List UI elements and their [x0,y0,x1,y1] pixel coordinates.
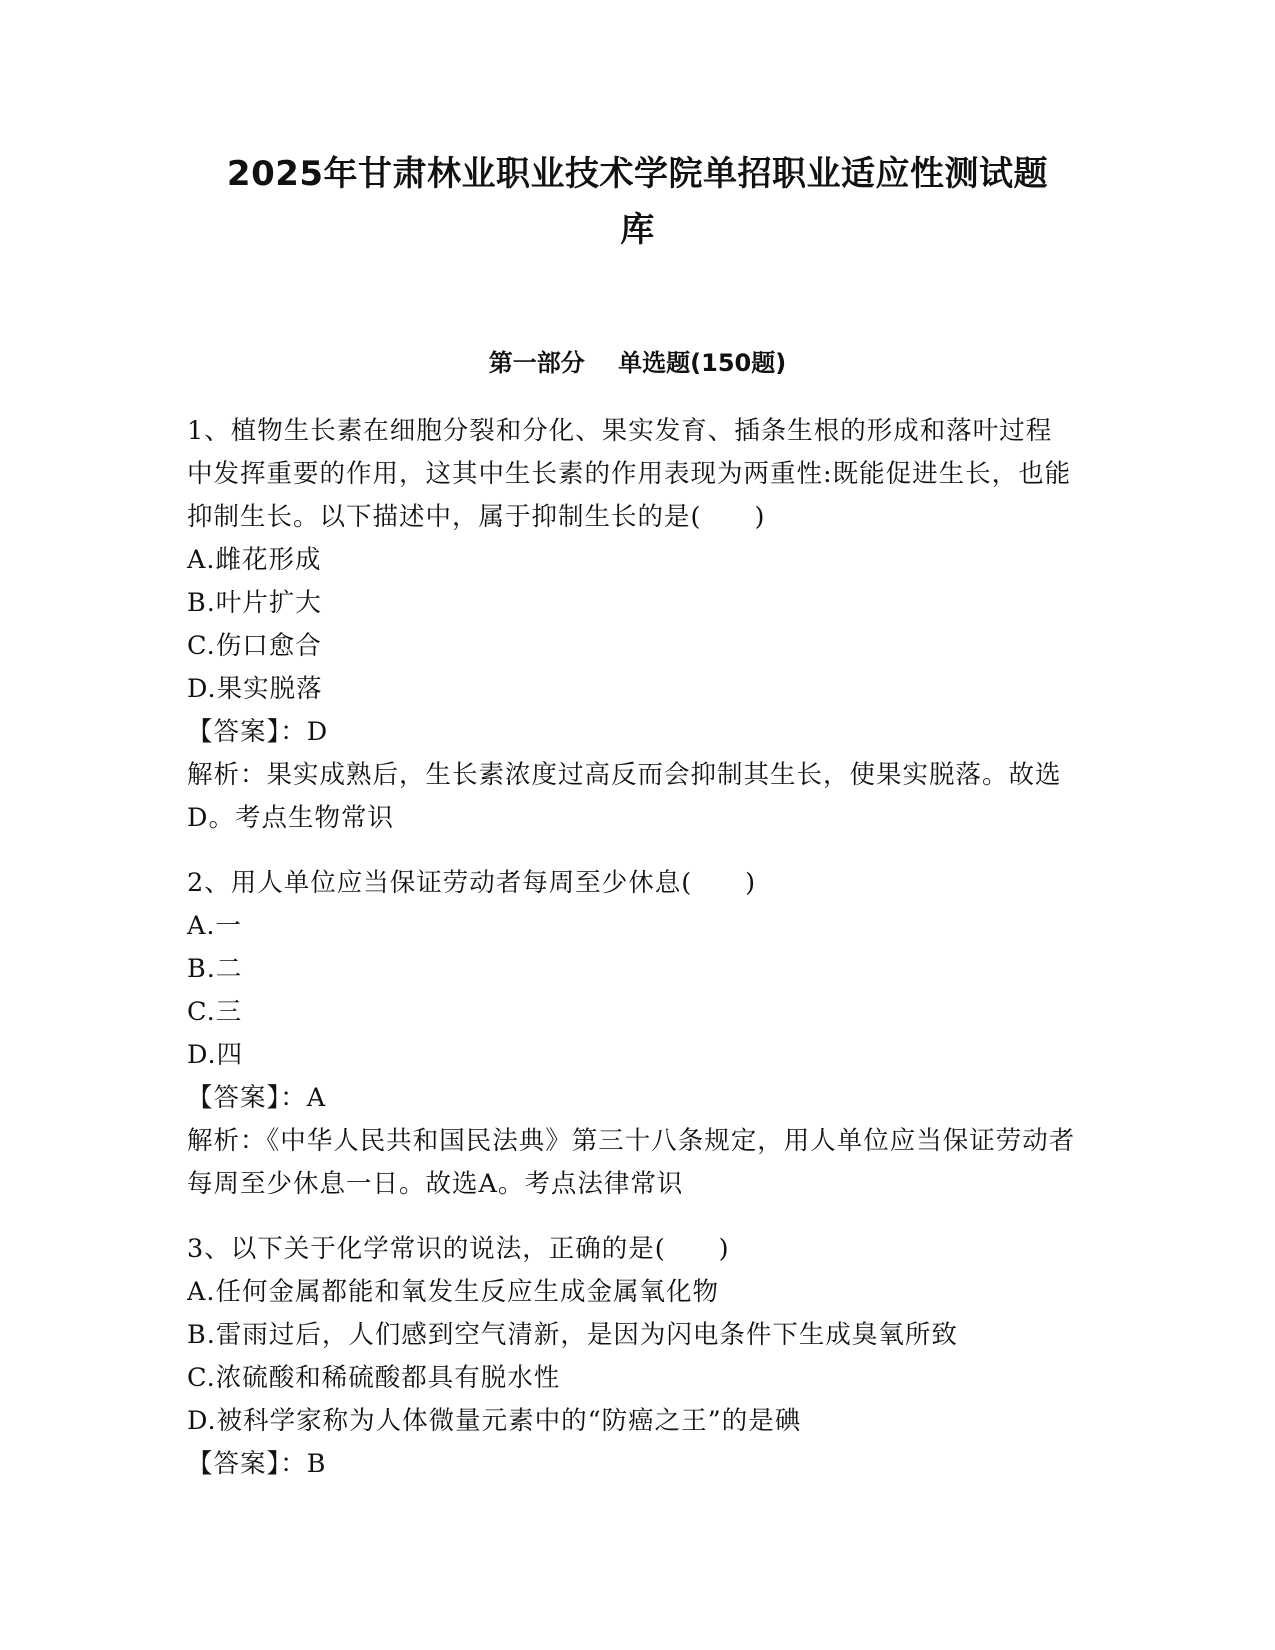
question-stem: 3、以下关于化学常识的说法，正确的是( ) [187,1234,730,1264]
question-stem: 2、用人单位应当保证劳动者每周至少休息( ) [187,868,757,898]
option-d: D.四 [187,1040,244,1070]
option-d: D.被科学家称为人体微量元素中的“防癌之王”的是碘 [187,1406,802,1436]
question-3 [187,1228,1077,1486]
answer-line [187,711,1077,754]
option-a: A.一 [187,911,243,941]
option-d: D.果实脱落 [187,674,323,704]
question-2 [187,862,1077,1206]
question-1 [187,410,1077,840]
answer-value: A [306,1083,327,1113]
answer-line [187,1077,1077,1120]
option-b: B.雷雨过后，人们感到空气清新，是因为闪电条件下生成臭氧所致 [187,1320,958,1350]
answer-label: 【答案】： [187,1083,307,1113]
answer-line [187,1443,1077,1486]
option-b: B.叶片扩大 [187,588,322,618]
option-c: C.三 [187,997,243,1027]
option-a: A.雌花形成 [187,545,322,575]
answer-value: B [306,1449,327,1479]
document-title-line-2: 库 [620,210,655,250]
option-a: A.任何金属都能和氧发生反应生成金属氧化物 [187,1277,720,1307]
option-c: C.浓硫酸和稀硫酸都具有脱水性 [187,1363,561,1393]
document-title-line-1: 2025年甘肃林业职业技术学院单招职业适应性测试题 [226,154,1049,194]
answer-value: D [306,717,329,747]
option-c: C.伤口愈合 [187,631,322,661]
question-list [187,410,1077,1508]
question-stem: 1、植物生长素在细胞分裂和分化、果实发育、插条生根的形成和落叶过程中发挥重要的作用，这其中生长素的作用表现为两重性:既能促进生长，也能抑制生长。以下描述中，属于抑制生长的是( ) [187,416,1072,532]
answer-label: 【答案】： [187,1449,307,1479]
answer-label: 【答案】： [187,717,307,747]
answer-explanation: 解析：果实成熟后，生长素浓度过高反而会抑制其生长，使果实脱落。故选D。考点生物常识 [187,760,1062,833]
option-b: B.二 [187,954,243,984]
answer-explanation: 解析：《中华人民共和国民法典》第三十八条规定，用人单位应当保证劳动者每周至少休息一日。故选A。考点法律常识 [187,1126,1076,1199]
section-heading: 第一部分 单选题(150题) [488,349,787,377]
document-title [150,146,1125,258]
